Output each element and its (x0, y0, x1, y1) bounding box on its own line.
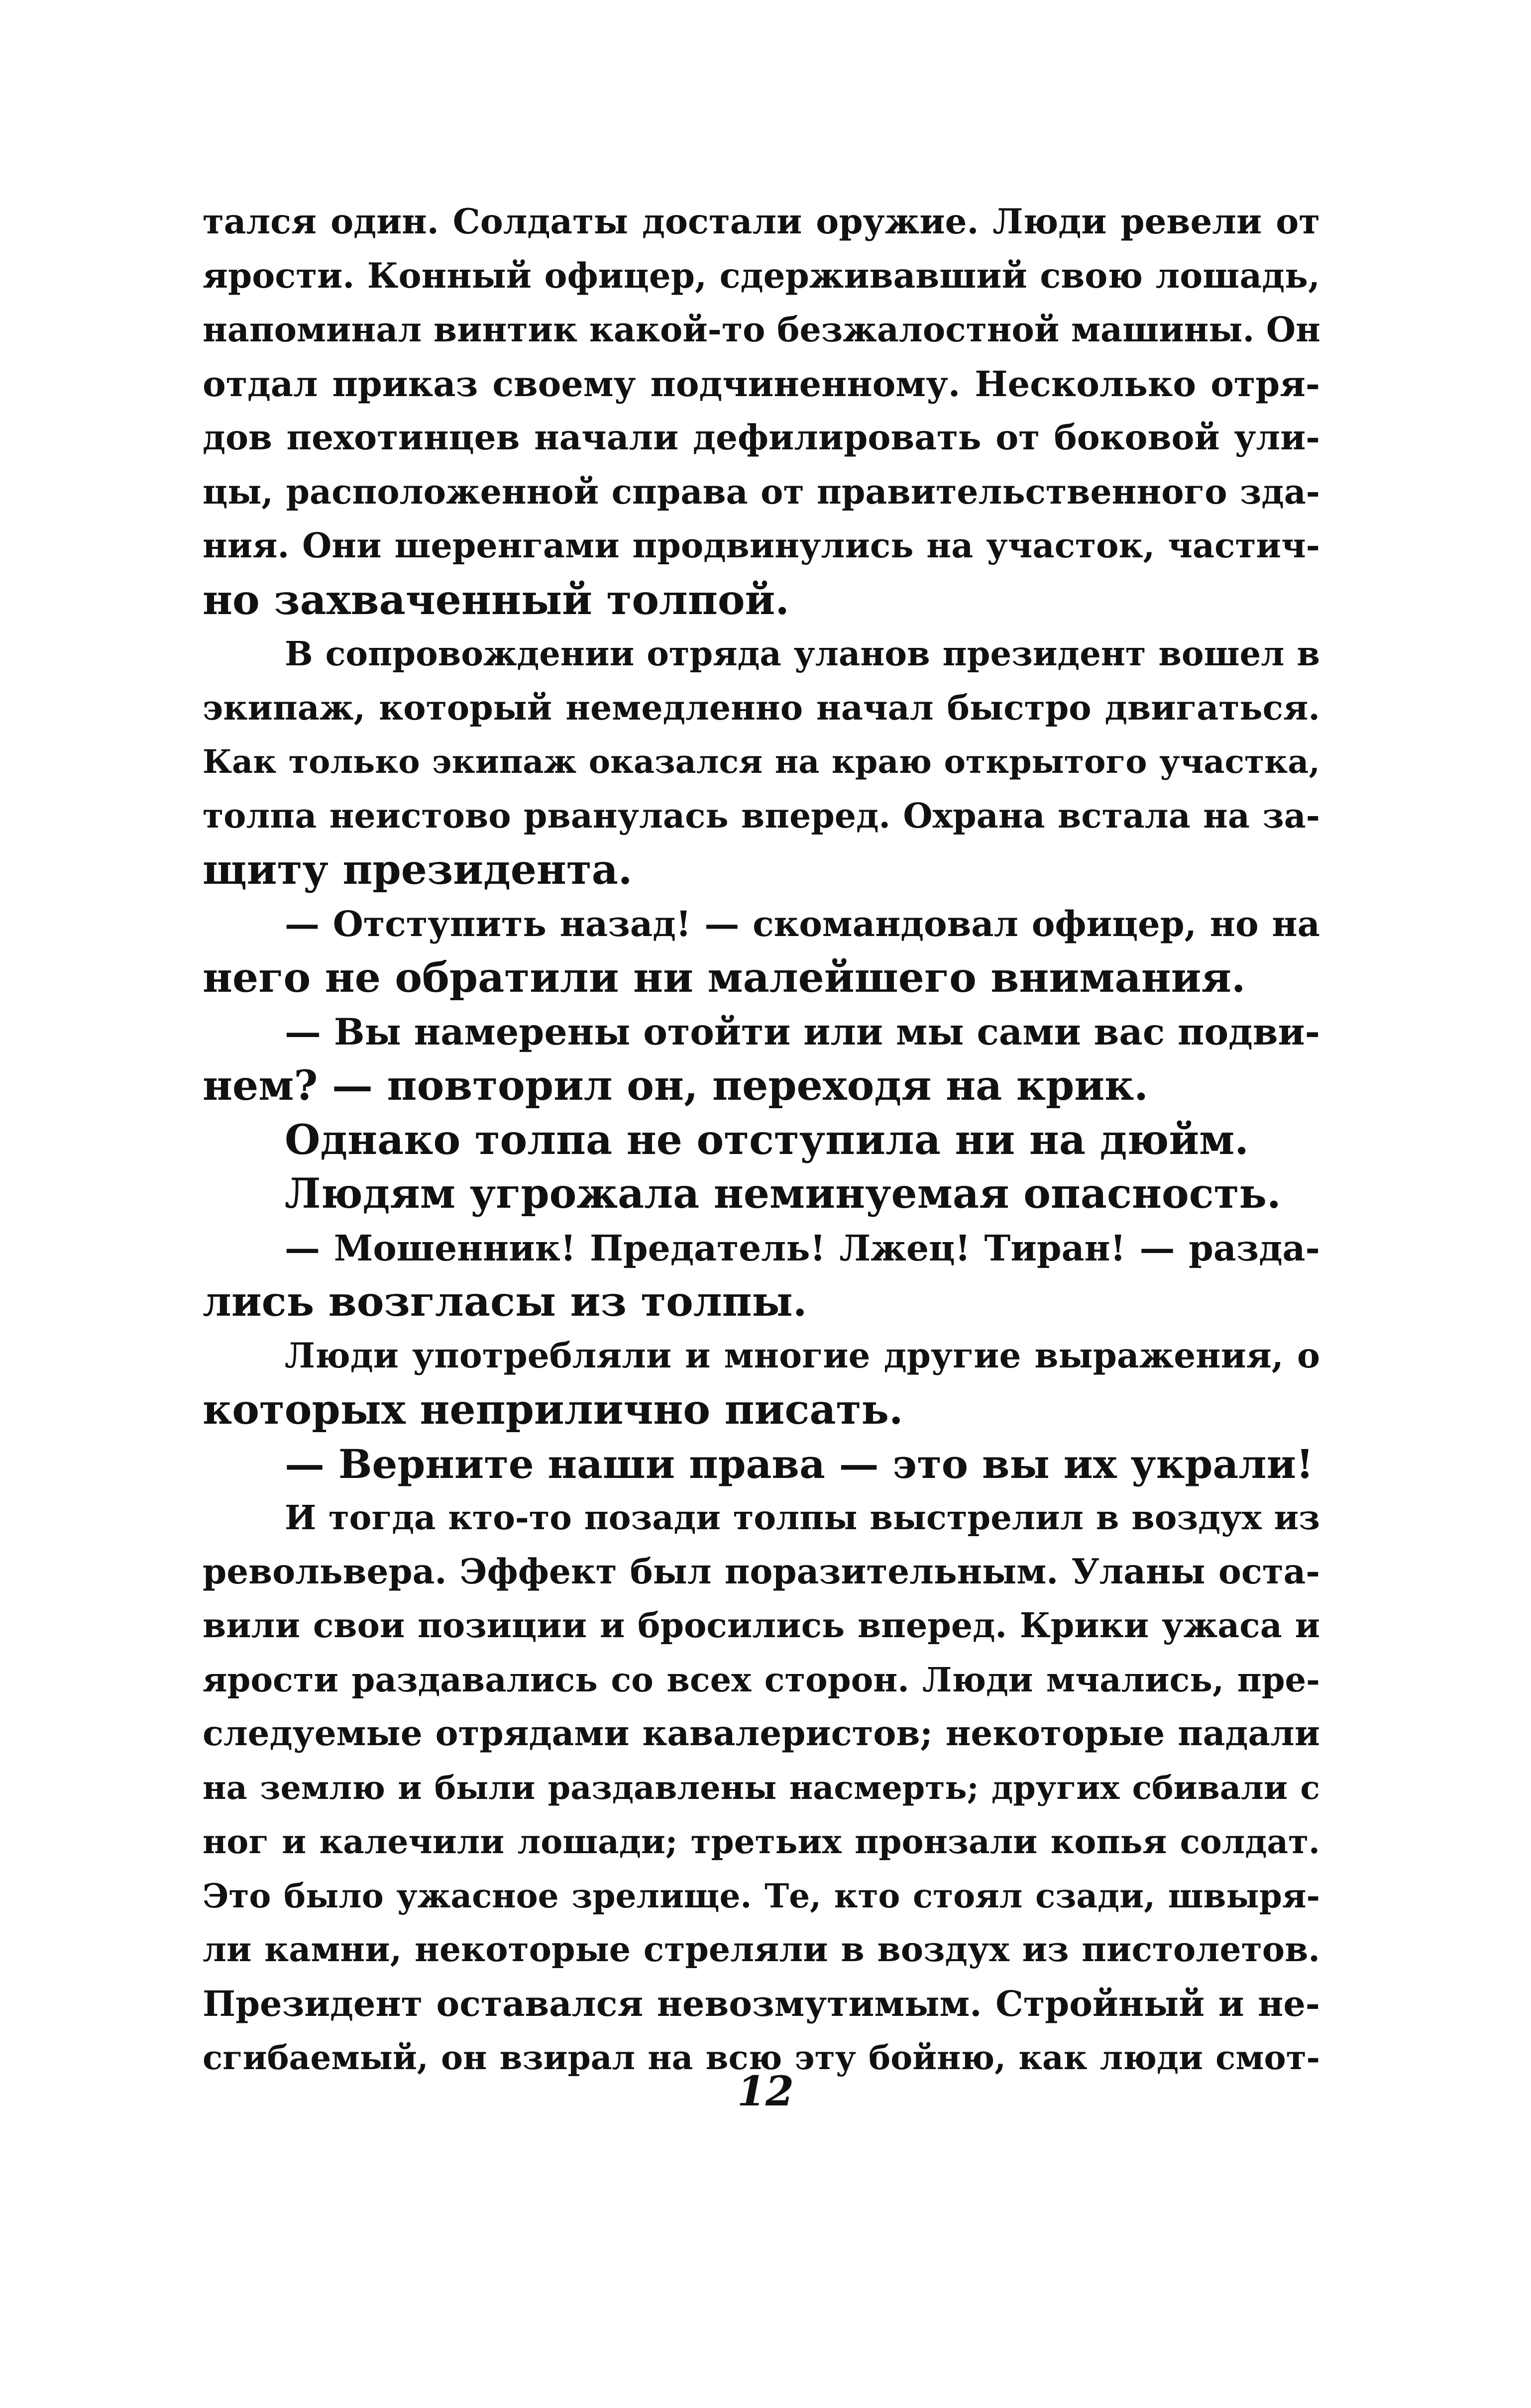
text-line: но захваченный толпой. (203, 576, 789, 624)
text-line: напоминал винтик какой-то безжалостной машины. Он (203, 310, 1320, 350)
text-line: дов пехотинцев начали дефилировать от боковой ули- (203, 418, 1320, 458)
text-line: сгибаемый, он взирал на всю эту бойню, как люди смот- (203, 2038, 1320, 2077)
text-line: — Мошенник! Предатель! Лжец! Тиран! — разда- (285, 1227, 1320, 1269)
text-line: следуемые отрядами кавалеристов; некоторые падали (203, 1713, 1320, 1754)
text-line: Людям угрожала неминуемая опасность. (285, 1170, 1281, 1218)
text-line: — Верните наши права — это вы их украли! (285, 1440, 1314, 1487)
text-line: щиту президента. (203, 846, 633, 894)
text-line: ния. Они шеренгами продвинулись на участок, частич- (203, 526, 1320, 566)
text-line: ярости раздавались со всех сторон. Люди мчались, пре- (203, 1660, 1320, 1699)
text-line: И тогда кто-то позади толпы выстрелил в воздух из (285, 1498, 1320, 1537)
text-line: ярости. Конный офицер, сдерживавший свою лошадь, (203, 255, 1320, 296)
text-line: вили свои позиции и бросились вперед. Крики ужаса и (203, 1606, 1320, 1646)
text-line: револьвера. Эффект был поразительным. Уланы оста- (203, 1551, 1320, 1592)
text-line: Президент оставался невозмутимым. Стройный и не- (203, 1983, 1320, 2024)
text-line: Однако толпа не отступила ни на дюйм. (285, 1116, 1249, 1164)
body-text (203, 195, 1320, 2085)
text-line: цы, расположенной справа от правительственного зда- (203, 472, 1320, 512)
text-line: экипаж, который немедленно начал быстро двигаться. (203, 688, 1320, 728)
text-line: него не обратили ни малейшего внимания. (203, 954, 1246, 1002)
text-line: — Вы намерены отойти или мы сами вас подви- (285, 1010, 1320, 1053)
text-line: тался один. Солдаты достали оружие. Люди ревели от (203, 202, 1320, 242)
text-line: ног и калечили лошади; третьих пронзали копья солдат. (203, 1822, 1320, 1861)
text-line: толпа неистово рванулась вперед. Охрана встала на за- (203, 796, 1320, 836)
text-line: которых неприлично писать. (203, 1386, 903, 1434)
text-line: — Отступить назад! — скомандовал офицер, но на (285, 903, 1320, 944)
text-line: нем? — повторил он, переходя на крик. (203, 1062, 1148, 1110)
text-line: отдал приказ своему подчиненному. Несколько отря- (203, 363, 1320, 405)
text-line: Люди употребляли и многие другие выражения, о (285, 1335, 1320, 1376)
text-line: ли камни, некоторые стреляли в воздух из пистолетов. (203, 1930, 1320, 1970)
text-line: В сопровождении отряда уланов президент вошел в (285, 634, 1320, 673)
text-line: лись возгласы из толпы. (203, 1278, 807, 1326)
page-number: 12 (737, 2068, 794, 2115)
text-line: Как только экипаж оказался на краю открытого участка, (203, 743, 1320, 781)
text-line: на землю и были раздавлены насмерть; других сбивали с (203, 1769, 1320, 1807)
text-line: Это было ужасное зрелище. Те, кто стоял сзади, швыря- (203, 1876, 1320, 1915)
